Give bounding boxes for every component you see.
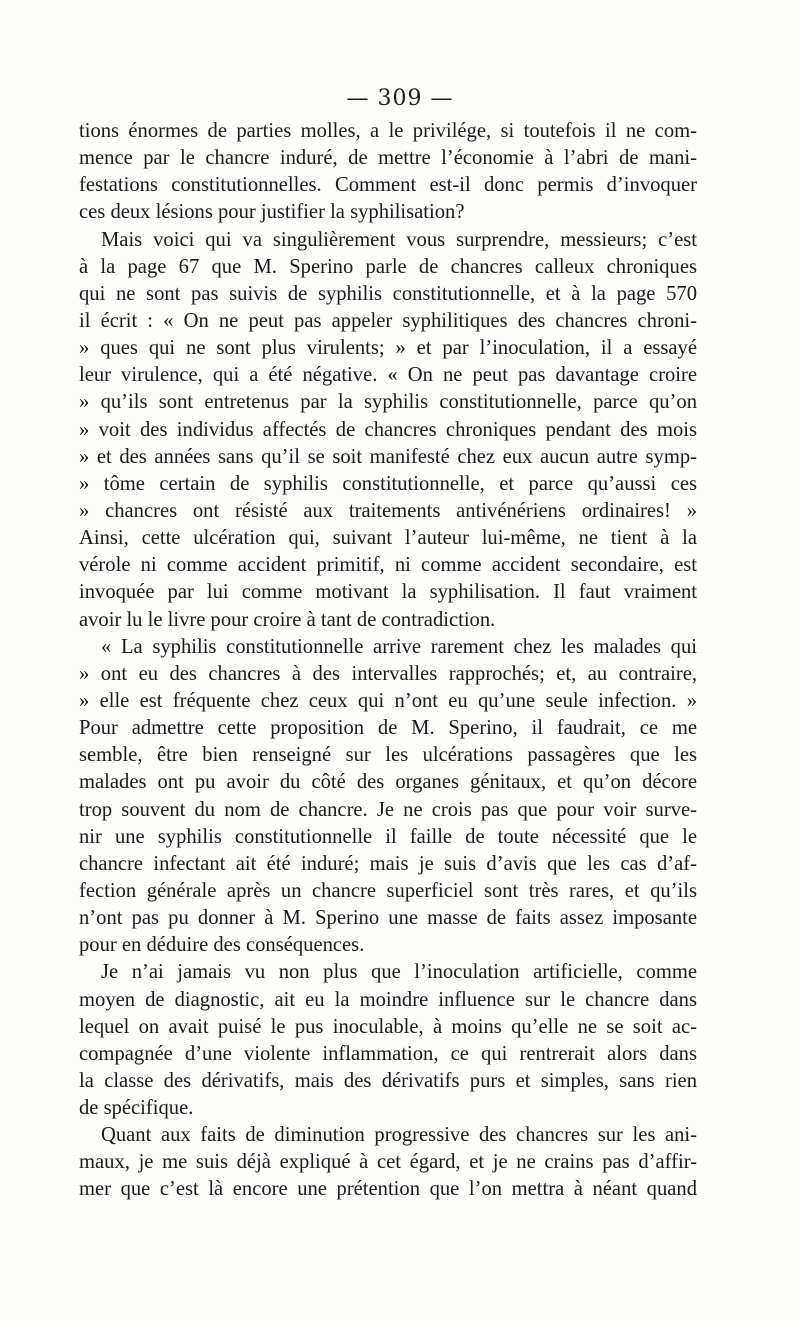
text-line: » qu’ils sont entretenus par la syphilis constitutionnelle, parce qu’on: [79, 391, 697, 414]
text-line: lequel on avait puisé le pus inoculable, à moins qu’elle ne se soit ac-: [79, 1015, 697, 1038]
text-line: il écrit : « On ne peut pas appeler syphilitiques des chancres chroni-: [79, 309, 697, 332]
page-number: — 309 —: [346, 86, 454, 111]
text-line: mence par le chancre induré, de mettre l’économie à l’abri de mani-: [79, 147, 697, 170]
text-line: festations constitutionnelles. Comment est-il donc permis d’invoquer: [79, 174, 697, 197]
text-line: compagnée d’une violente inflammation, ce qui rentrerait alors dans: [79, 1042, 697, 1065]
text-line: leur virulence, qui a été négative. « On ne peut pas davantage croire: [79, 364, 697, 387]
text-line: tions énormes de parties molles, a le privilége, si toutefois il ne com-: [79, 120, 697, 142]
text-line: maux, je me suis déjà expliqué à cet égard, et je ne crains pas d’affir-: [79, 1151, 697, 1174]
text-line: mer que c’est là encore une prétention que l’on mettra à néant quand: [79, 1178, 697, 1201]
text-line: « La syphilis constitutionnelle arrive rarement chez les malades qui: [101, 635, 697, 658]
text-line: vérole ni comme accident primitif, ni comme accident secondaire, est: [79, 554, 697, 577]
text-line: ces deux lésions pour justifier la syphilisation?: [79, 201, 465, 224]
text-line: » chancres ont résisté aux traitements antivénériens ordinaires! »: [79, 499, 697, 522]
text-line: de spécifique.: [79, 1097, 194, 1120]
text-line: » ont eu des chancres à des intervalles rapprochés; et, au contraire,: [79, 662, 697, 685]
text-line: Ainsi, cette ulcération qui, suivant l’auteur lui-même, ne tient à la: [79, 527, 697, 550]
text-line: nir une syphilis constitutionnelle il faille de toute nécessité que le: [79, 825, 697, 848]
text-line: la classe des dérivatifs, mais des dérivatifs purs et simples, sans rien: [79, 1069, 697, 1092]
text-line: fection générale après un chancre superficiel sont très rares, et qu’ils: [79, 879, 697, 902]
text-line: » et des années sans qu’il se soit manifesté chez eux aucun autre symp-: [79, 445, 697, 468]
text-line: chancre infectant ait été induré; mais je suis d’avis que les cas d’af-: [79, 852, 697, 875]
text-line: avoir lu le livre pour croire à tant de contradiction.: [79, 608, 496, 631]
text-line: moyen de diagnostic, ait eu la moindre influence sur le chancre dans: [79, 988, 697, 1011]
text-line: Quant aux faits de diminution progressive des chancres sur les ani-: [101, 1124, 697, 1147]
text-line: trop souvent du nom de chancre. Je ne crois pas que pour voir surve-: [79, 798, 697, 821]
text-line: Je n’ai jamais vu non plus que l’inoculation artificielle, comme: [101, 961, 697, 984]
text-line: malades ont pu avoir du côté des organes génitaux, et qu’on décore: [79, 771, 697, 794]
text-line: Mais voici qui va singulièrement vous surprendre, messieurs; c’est: [101, 228, 697, 251]
text-line: » voit des individus affectés de chancres chroniques pendant des mois: [79, 418, 697, 441]
text-line: » ques qui ne sont plus virulents; » et par l’inoculation, il a essayé: [79, 337, 697, 360]
text-line: qui ne sont pas suivis de syphilis constitutionnelle, et à la page 570: [79, 282, 697, 305]
text-line: Pour admettre cette proposition de M. Sperino, il faudrait, ce me: [79, 717, 697, 740]
text-line: pour en déduire des conséquences.: [79, 934, 365, 957]
text-line: » elle est fréquente chez ceux qui n’ont eu qu’une seule infection. »: [79, 689, 697, 712]
text-line: invoquée par lui comme motivant la syphilisation. Il faut vraiment: [79, 581, 697, 604]
text-line: n’ont pas pu donner à M. Sperino une masse de faits assez imposante: [79, 907, 697, 930]
text-line: à la page 67 que M. Sperino parle de chancres calleux chroniques: [79, 255, 697, 278]
text-line: » tôme certain de syphilis constitutionnelle, et parce qu’aussi ces: [79, 472, 697, 495]
body-text: [79, 118, 697, 1204]
text-line: semble, être bien renseigné sur les ulcérations passagères que les: [79, 744, 697, 767]
